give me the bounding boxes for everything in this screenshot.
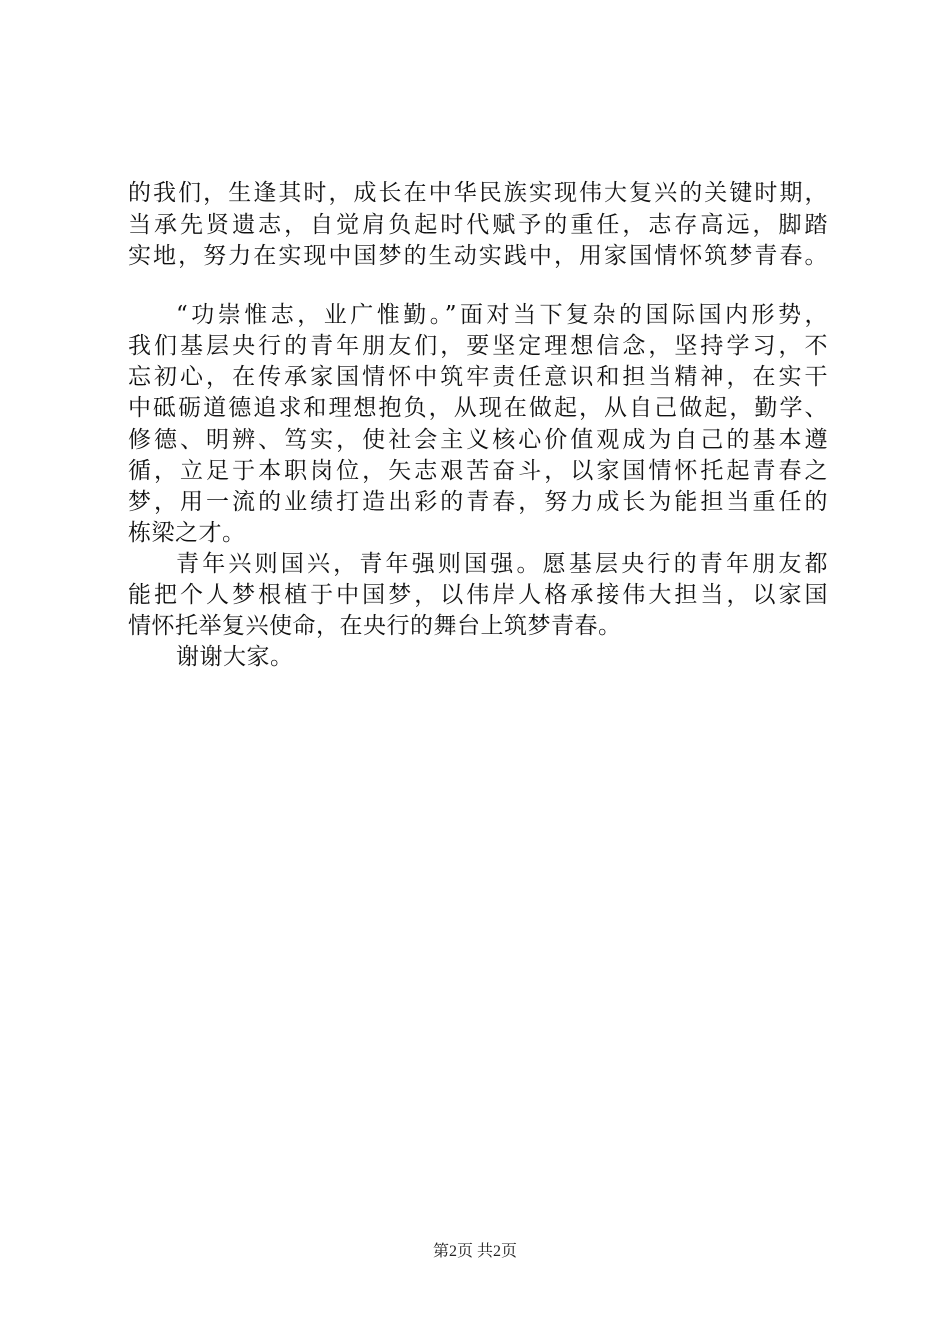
paragraph-2-line-4: 中砥砺道德追求和理想抱负，从现在做起，从自己做起，勤学、 [128, 395, 828, 421]
paragraph-4-line-1: 谢谢大家。 [176, 644, 294, 670]
paragraph-1-line-3: 实地，努力在实现中国梦的生动实践中，用家国情怀筑梦青春。 [128, 243, 828, 269]
paragraph-3-line-2: 能把个人梦根植于中国梦，以伟岸人格承接伟大担当，以家国 [128, 582, 828, 608]
paragraph-2-line-8: 栋梁之才。 [128, 520, 246, 546]
paragraph-2-line-2: 我们基层央行的青年朋友们，要坚定理想信念，坚持学习，不 [128, 333, 828, 359]
paragraph-2-line-3: 忘初心，在传承家国情怀中筑牢责任意识和担当精神，在实干 [128, 364, 828, 390]
paragraph-2-line-5: 修德、明辨、笃实，使社会主义核心价值观成为自己的基本遵 [128, 427, 828, 453]
page-number-footer: 第2页 共2页 [432, 1243, 517, 1260]
paragraph-1-line-1: 的我们，生逢其时，成长在中华民族实现伟大复兴的关键时期， [128, 180, 828, 206]
paragraph-3-line-1: 青年兴则国兴，青年强则国强。愿基层央行的青年朋友都 [176, 551, 828, 577]
paragraph-2-line-1: “功崇惟志，业广惟勤。”面对当下复杂的国际国内形势， [176, 302, 828, 328]
paragraph-1-line-2: 当承先贤遗志，自觉肩负起时代赋予的重任，志存高远，脚踏 [128, 212, 828, 238]
paragraph-3-line-3: 情怀托举复兴使命，在央行的舞台上筑梦青春。 [128, 613, 622, 639]
paragraph-2-line-7: 梦，用一流的业绩打造出彩的青春，努力成长为能担当重任的 [128, 489, 828, 515]
paragraph-2-line-6: 循，立足于本职岗位，矢志艰苦奋斗，以家国情怀托起青春之 [128, 458, 828, 484]
